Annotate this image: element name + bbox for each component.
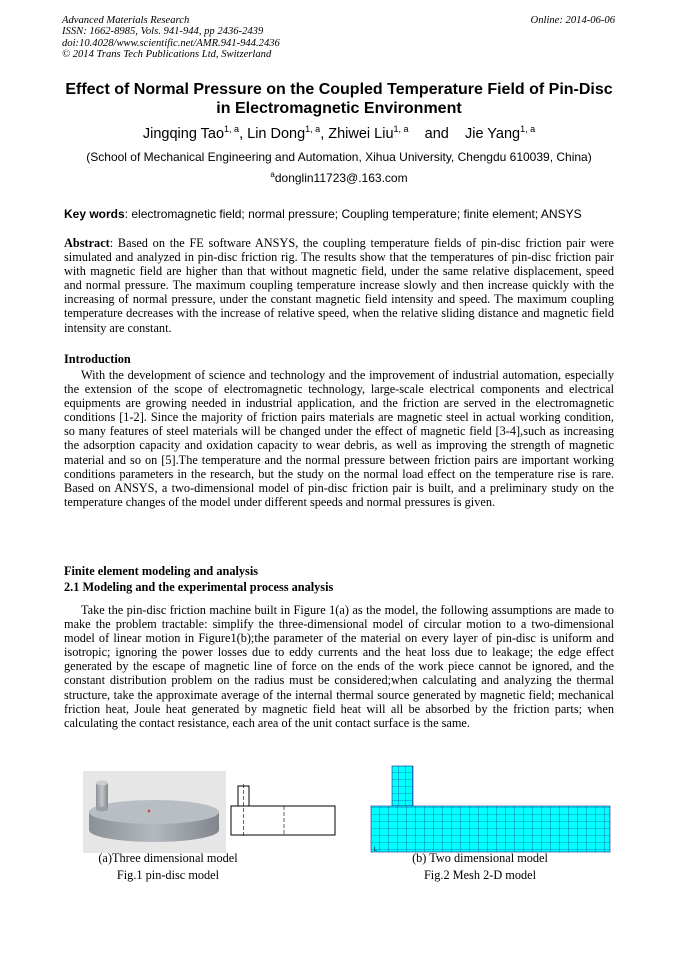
author-email xyxy=(40,170,638,185)
figure-mesh xyxy=(370,765,611,853)
mesh-2d-grid xyxy=(370,765,611,853)
author-affil-sup: 1, a xyxy=(393,124,409,134)
email-address[interactable]: donglin11723@.163.com xyxy=(274,171,408,185)
subsection-heading: 2.1 Modeling and the experimental process analysis xyxy=(64,580,334,594)
author-name: Jie Yang xyxy=(465,125,521,142)
figure-1-subcaption: (a)Three dimensional model xyxy=(98,851,238,865)
author-affil-sup: 1, a xyxy=(224,124,240,134)
email-sup: a xyxy=(270,170,275,179)
authors-and: and xyxy=(424,125,449,142)
svg-text:L: L xyxy=(374,847,378,853)
author-affil-sup: 1, a xyxy=(520,124,536,134)
doi-link[interactable]: doi:10.4028/www.scientific.net/AMR.941-944.2436 xyxy=(62,37,280,49)
journal-name: Advanced Materials Research xyxy=(62,15,190,26)
section-heading: Finite element modeling and analysis xyxy=(64,564,259,578)
issn-line: ISSN: 1662-8985, Vols. 941-944, pp 2436-2439 xyxy=(62,26,264,38)
abstract xyxy=(64,236,614,335)
introduction-body: With the development of science and technology and the improvement of industrial automation, especially the extension of the scope of electromagnetic technology, large-scale electrical components and electrical equipments are growing needed in industrial application, and the friction are served in the electromagnetic conditions [1-2]. Since the majority of friction pairs materials are magnetic steel in actual working condition, so many features of steel materials will be changed under the effect of magnetic field [3-4],such as increasing the adsorption capacity and oxidation capacity to wear debris, as well as improving the strength of magnetic material and so on [5].The temperature and the normal pressure between friction pairs are important working conditions parameters in the research, but the study on the normal load effect on the temperature rise is rare. Based on ANSYS, a two-dimensional model of pin-disc friction pair is built, and a preliminary study on the temperature changes of the model under different speeds and normal pressures is given. xyxy=(64,368,614,509)
figure-3d-model xyxy=(83,771,226,853)
pin-disc-2d-diagram xyxy=(229,784,337,838)
online-date: Online: 2014-06-06 xyxy=(530,15,615,26)
keywords-label: Key words xyxy=(64,207,125,221)
author-list: Jingqing Tao$^{1, a}$, Lin Dong$^{1, a}$, Zhiwei Liu$^{1, a}$ and Jie Yang$^{1, a}$ xyxy=(142,124,536,142)
affiliation: (School of Mechanical Engineering and Automation, Xihua University, Chengdu 610039, China) xyxy=(86,150,592,164)
keywords-text: : electromagnetic field; normal pressure; Coupling temperature; finite element; ANSYS xyxy=(124,207,582,221)
author-name: Zhiwei Liu xyxy=(328,125,394,142)
figure-2-caption: Fig.2 Mesh 2-D model xyxy=(423,868,537,882)
title-line-1: Effect of Normal Pressure on the Coupled Temperature Field of Pin-Disc xyxy=(65,81,613,98)
author-name: Lin Dong xyxy=(247,125,306,142)
journal-header xyxy=(62,15,615,61)
figure-2d-schematic xyxy=(229,784,337,838)
copyright-line: © 2014 Trans Tech Publications Ltd, Switzerland xyxy=(62,49,272,61)
abstract-text: : Based on the FE software ANSYS, the coupling temperature fields of pin-disc friction pair were simulated and analyzed in pin-disc friction rig. The results show that the temperatures of pin-disc friction pair with magnetic field are higher than that without magnetic field, under the same relative displacement, speed and normal pressure. The maximum coupling temperature increase slowly and then increase quickly with the increasing of normal pressure, under the constant magnetic field intensity and speed. The maximum coupling temperature decreases with the increase of relative speed, when the relative sliding distance and magnetic field intensity are constant. xyxy=(64,236,614,335)
author-affil-sup: 1, a xyxy=(305,124,321,134)
pin-disc-3d-render xyxy=(83,771,226,853)
title-line-2: in Electromagnetic Environment xyxy=(216,100,462,117)
author-name: Jingqing Tao xyxy=(142,125,225,142)
keywords xyxy=(64,207,624,221)
section-body: Take the pin-disc friction machine built in Figure 1(a) as the model, the following assumptions are made to make the problem tractable: simplify the three-dimensional model of circular motion to a two-dimensional model of linear motion in Figure1(b);the parameter of the material on every layer of pin-disc is uniform and isotropic; ignoring the power losses due to eddy currents and the heat loss due to leakage; the edge effect generated by the escape of magnetic line of force on the ends of the work piece cannot be ignored, and the constant distribution problem on the radius must be considered;when calculating and analyzing the thermal structure, take the approximate average of the internal thermal source generated by magnetic field; mechanical friction heat, Joule heat generated by magnetic field heat will all be absorbed by the friction parts; when calculating the contact resistance, each area of the unit contact surface is the same. xyxy=(64,603,614,730)
paper-title xyxy=(40,80,638,118)
introduction-heading: Introduction xyxy=(64,352,131,366)
figure-1-caption: Fig.1 pin-disc model xyxy=(116,868,220,882)
abstract-label: Abstract xyxy=(64,236,110,250)
figure-2-subcaption: (b) Two dimensional model xyxy=(412,851,548,865)
